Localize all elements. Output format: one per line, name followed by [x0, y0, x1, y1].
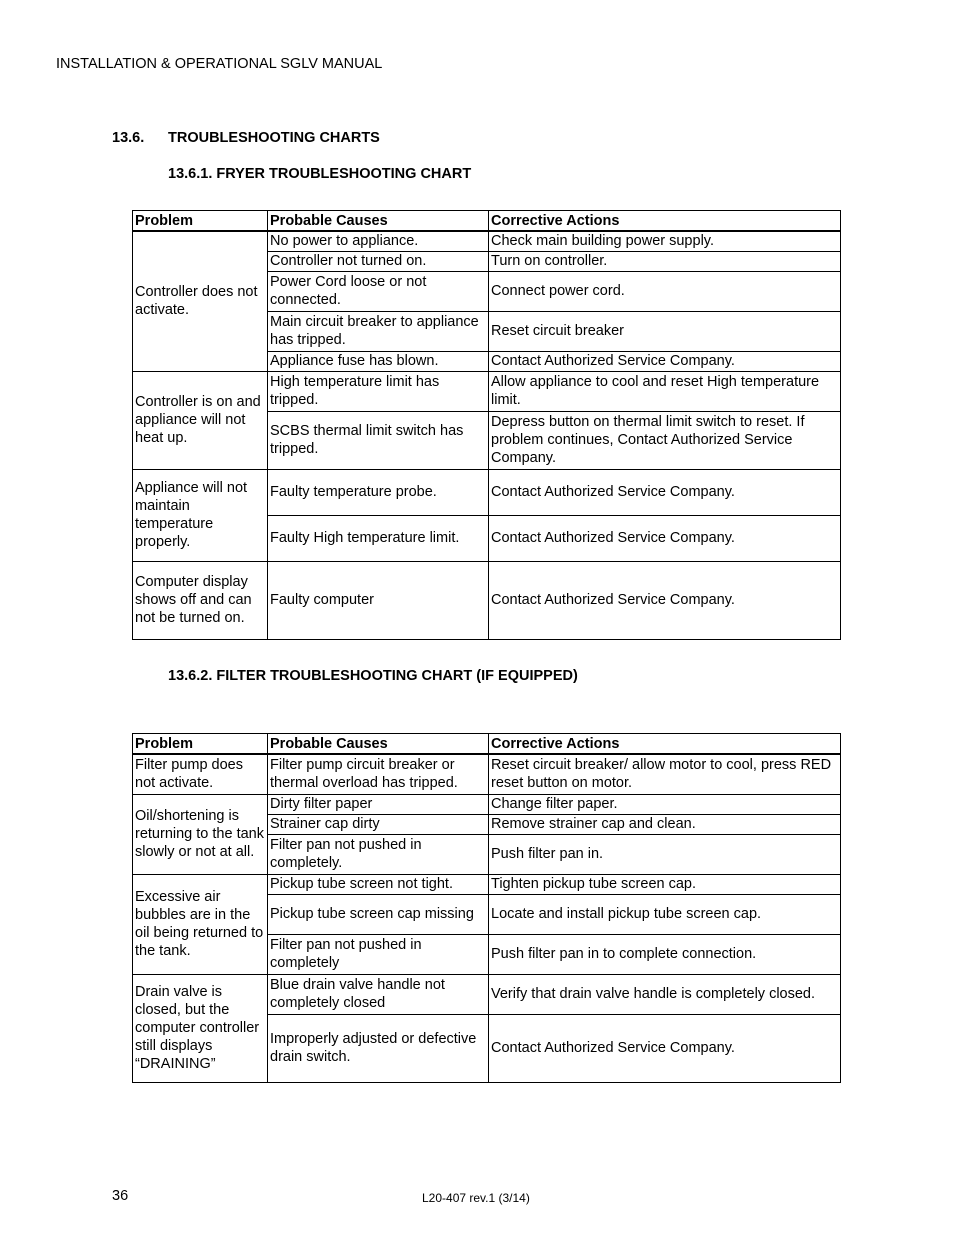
cause-cell: No power to appliance.	[268, 231, 489, 251]
cause-cell: Dirty filter paper	[268, 794, 489, 814]
column-header-causes: Probable Causes	[268, 734, 489, 755]
cause-cell: Filter pan not pushed in completely	[268, 934, 489, 974]
action-cell: Check main building power supply.	[489, 231, 841, 251]
table-row	[133, 974, 841, 1014]
cause-cell: Faulty computer	[268, 561, 489, 639]
running-header: INSTALLATION & OPERATIONAL SGLV MANUAL	[56, 56, 383, 72]
cause-cell: High temperature limit has tripped.	[268, 371, 489, 411]
problem-cell: Controller is on and appliance will not heat up.	[133, 371, 268, 469]
action-cell: Push filter pan in.	[489, 834, 841, 874]
table-row	[133, 469, 841, 515]
column-header-actions: Corrective Actions	[489, 734, 841, 755]
action-cell: Push filter pan in to complete connection.	[489, 934, 841, 974]
action-cell: Contact Authorized Service Company.	[489, 561, 841, 639]
cause-cell: Controller not turned on.	[268, 251, 489, 271]
cause-cell: Blue drain valve handle not completely closed	[268, 974, 489, 1014]
document-code: L20-407 rev.1 (3/14)	[422, 1191, 530, 1205]
cause-cell: Appliance fuse has blown.	[268, 351, 489, 371]
column-header-causes: Probable Causes	[268, 211, 489, 232]
problem-cell: Appliance will not maintain temperature properly.	[133, 469, 268, 561]
section-heading	[112, 130, 380, 146]
action-cell: Contact Authorized Service Company.	[489, 515, 841, 561]
cause-cell: Pickup tube screen not tight.	[268, 874, 489, 894]
filter-chart-heading: 13.6.2. FILTER TROUBLESHOOTING CHART (IF EQUIPPED)	[168, 668, 578, 684]
action-cell: Depress button on thermal limit switch to reset. If problem continues, Contact Authorized Service Company.	[489, 411, 841, 469]
cause-cell: Filter pump circuit breaker or thermal overload has tripped.	[268, 754, 489, 794]
problem-cell: Filter pump does not activate.	[133, 754, 268, 794]
problem-cell: Excessive air bubbles are in the oil being returned to the tank.	[133, 874, 268, 974]
cause-cell: Filter pan not pushed in completely.	[268, 834, 489, 874]
action-cell: Change filter paper.	[489, 794, 841, 814]
action-cell: Verify that drain valve handle is completely closed.	[489, 974, 841, 1014]
cause-cell: Pickup tube screen cap missing	[268, 894, 489, 934]
action-cell: Contact Authorized Service Company.	[489, 351, 841, 371]
fryer-troubleshooting-table	[132, 210, 841, 640]
column-header-problem: Problem	[133, 734, 268, 755]
action-cell: Contact Authorized Service Company.	[489, 469, 841, 515]
filter-troubleshooting-table	[132, 733, 841, 1083]
page-number: 36	[112, 1188, 129, 1204]
section-title: TROUBLESHOOTING CHARTS	[168, 130, 380, 146]
cause-cell: Main circuit breaker to appliance has tripped.	[268, 311, 489, 351]
action-cell: Turn on controller.	[489, 251, 841, 271]
action-cell: Tighten pickup tube screen cap.	[489, 874, 841, 894]
action-cell: Locate and install pickup tube screen cap.	[489, 894, 841, 934]
table-row	[133, 754, 841, 794]
problem-cell: Oil/shortening is returning to the tank slowly or not at all.	[133, 794, 268, 874]
table-header-row	[133, 211, 841, 232]
problem-cell: Drain valve is closed, but the computer controller still displays “DRAINING”	[133, 974, 268, 1082]
column-header-actions: Corrective Actions	[489, 211, 841, 232]
cause-cell: Faulty temperature probe.	[268, 469, 489, 515]
action-cell: Remove strainer cap and clean.	[489, 814, 841, 834]
table-row	[133, 874, 841, 894]
action-cell: Connect power cord.	[489, 271, 841, 311]
cause-cell: Improperly adjusted or defective drain switch.	[268, 1014, 489, 1082]
action-cell: Reset circuit breaker	[489, 311, 841, 351]
action-cell: Reset circuit breaker/ allow motor to cool, press RED reset button on motor.	[489, 754, 841, 794]
section-number: 13.6.	[112, 130, 145, 146]
action-cell: Allow appliance to cool and reset High temperature limit.	[489, 371, 841, 411]
table-row	[133, 561, 841, 639]
cause-cell: Strainer cap dirty	[268, 814, 489, 834]
column-header-problem: Problem	[133, 211, 268, 232]
cause-cell: Power Cord loose or not connected.	[268, 271, 489, 311]
table-row	[133, 231, 841, 251]
fryer-chart-heading: 13.6.1. FRYER TROUBLESHOOTING CHART	[168, 166, 472, 182]
cause-cell: SCBS thermal limit switch has tripped.	[268, 411, 489, 469]
table-row	[133, 371, 841, 411]
table-row	[133, 794, 841, 814]
problem-cell: Computer display shows off and can not be turned on.	[133, 561, 268, 639]
table-header-row	[133, 734, 841, 755]
action-cell: Contact Authorized Service Company.	[489, 1014, 841, 1082]
problem-cell: Controller does not activate.	[133, 231, 268, 371]
cause-cell: Faulty High temperature limit.	[268, 515, 489, 561]
